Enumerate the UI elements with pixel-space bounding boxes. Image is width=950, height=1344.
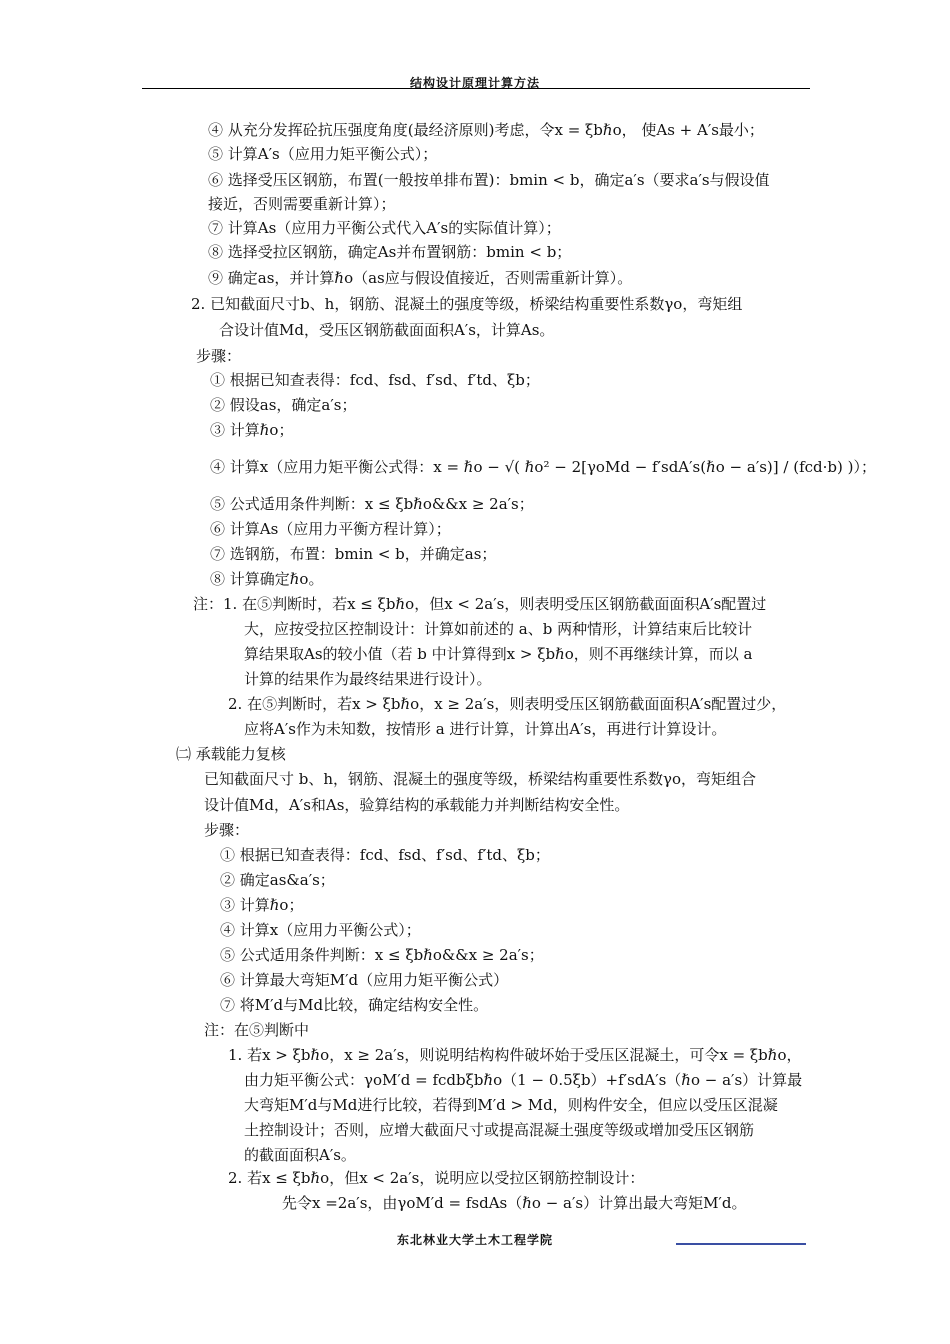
page-header: 结构设计原理计算方法 [409,76,540,90]
text-line: 1. 若x > ξbℏo，x ≥ 2a′s，则说明结构构件破坏始于受压区混凝土，可令x = ξbℏo， [228,1046,802,1064]
text-line: ⑧ 选择受拉区钢筋，确定As并布置钢筋：bmin < b； [208,243,572,261]
text-line: ② 确定as&a′s； [220,871,335,889]
text-line: ③ 计算ℏo； [210,421,294,439]
text-line: ⑥ 选择受压区钢筋，布置(一般按单排布置)：bmin < b，确定a′s（要求a′s与假设值 [208,171,770,189]
text-line: ① 根据已知查表得：fcd、fsd、f′sd、f′td、ξb； [220,846,550,864]
text-line: ⑤ 计算A′s（应用力矩平衡公式）； [208,145,438,163]
text-line: ⑦ 将M′d与Md比较，确定结构安全性。 [220,996,489,1014]
text-line: ① 根据已知查表得：fcd、fsd、f′sd、f′td、ξb； [210,371,540,389]
text-line: 合设计值Md，受压区钢筋截面面积A′s，计算As。 [219,321,555,339]
text-line: 接近，否则需要重新计算）； [208,195,396,213]
text-line: 大，应按受拉区控制设计：计算如前述的 a、b 两种情形，计算结束后比较计 [244,620,753,638]
text-line: 大弯矩M′d与Md进行比较，若得到M′d > Md，则构件安全，但应以受压区混凝 [244,1096,778,1114]
text-line: 已知截面尺寸 b、h，钢筋、混凝土的强度等级，桥梁结构重要性系数γo，弯矩组合 [204,770,757,788]
text-line: 2. 若x ≤ ξbℏo，但x < 2a′s，说明应以受拉区钢筋控制设计： [228,1169,645,1187]
text-line: ⑦ 计算As（应用力平衡公式代入A′s的实际值计算）； [208,219,561,237]
text-line: ⑥ 计算最大弯矩M′d（应用力矩平衡公式） [220,971,509,989]
header-rule [142,88,810,89]
footer-link-rule [676,1243,806,1245]
text-line: 2. 在⑤判断时，若x > ξbℏo，x ≥ 2a′s，则表明受压区钢筋截面面积A′s配置过少， [228,695,787,713]
text-line: ⑥ 计算As（应用力平衡方程计算）； [210,520,451,538]
text-line: ⑧ 计算确定ℏo。 [210,570,324,588]
text-line: ⑤ 公式适用条件判断：x ≤ ξbℏo&&x ≥ 2a′s； [210,495,534,513]
text-line: 算结果取As的较小值（若 b 中计算得到x > ξbℏo，则不再继续计算，而以 a [244,645,753,663]
text-line: 步骤： [204,821,250,839]
text-line: 由力矩平衡公式：γoM′d = fcdbξbℏo（1 − 0.5ξb）+f′sdA′s（ℏo − a′s）计算最 [244,1071,803,1089]
text-line: ㈡ 承载能力复核 [176,745,286,763]
text-line: 的截面面积A′s。 [244,1146,356,1164]
text-line: ⑤ 公式适用条件判断：x ≤ ξbℏo&&x ≥ 2a′s； [220,946,544,964]
text-line: 2. 已知截面尺寸b、h，钢筋、混凝土的强度等级，桥梁结构重要性系数γo，弯矩组 [191,295,743,313]
text-line: ④ 计算x（应用力平衡公式）； [220,921,421,939]
text-line: ② 假设as，确定a′s； [210,396,357,414]
text-line: 注：1. 在⑤判断时，若x ≤ ξbℏo，但x < 2a′s，则表明受压区钢筋截面面积A′s配置过 [193,595,767,613]
text-line: 注：在⑤判断中 [204,1021,310,1039]
text-line: 步骤： [196,347,242,365]
text-line: 应将A′s作为未知数，按情形 a 进行计算，计算出A′s，再进行计算设计。 [244,720,727,738]
text-line: ③ 计算ℏo； [220,896,304,914]
text-line: 设计值Md，A′s和As，验算结构的承载能力并判断结构安全性。 [204,796,630,814]
text-line: ⑨ 确定as，并计算ℏo（as应与假设值接近，否则需重新计算）。 [208,269,633,287]
text-line: ④ 计算x（应用力矩平衡公式得：x = ℏo − √( ℏo² − 2[γoMd − f′sdA′s(ℏo − a′s)] / (fcd·b) )）； [210,458,876,476]
page-footer: 东北林业大学土木工程学院 [396,1233,553,1247]
text-line: ④ 从充分发挥砼抗压强度角度(最经济原则)考虑，令x = ξbℏo， 使As + A′s最小； [208,121,764,139]
text-line: 先令x =2a′s，由γoM′d = fsdAs（ℏo − a′s）计算出最大弯矩M′d。 [282,1194,747,1212]
text-line: ⑦ 选钢筋，布置：bmin < b，并确定as； [210,545,497,563]
text-line: 土控制设计；否则，应增大截面尺寸或提高混凝土强度等级或增加受压区钢筋 [244,1121,755,1139]
text-line: 计算的结果作为最终结果进行设计）。 [244,670,492,688]
